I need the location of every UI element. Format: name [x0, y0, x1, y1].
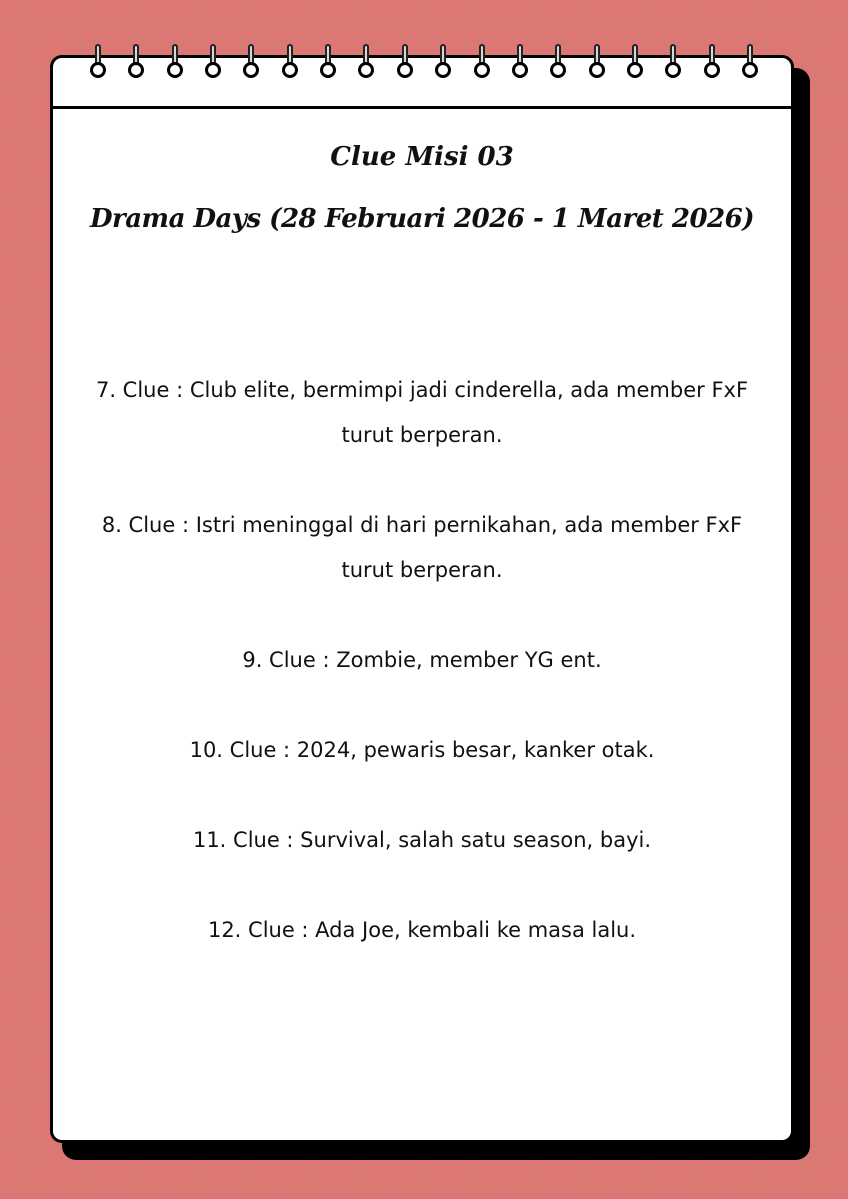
- clue-item-8: 8. Clue : Istri meninggal di hari pernikahan, ada member FxF turut berperan.: [101, 513, 743, 582]
- clue-item-7: 7. Clue : Club elite, bermimpi jadi cinderella, ada member FxF turut berperan.: [95, 378, 749, 447]
- spiral-ring: [512, 44, 528, 80]
- spiral-ring: [550, 44, 566, 80]
- ring-hole: [358, 62, 374, 78]
- ring-hole: [320, 62, 336, 78]
- spiral-ring: [742, 44, 758, 80]
- binding-line: [53, 106, 791, 109]
- clue-list: [93, 368, 751, 998]
- clue-item-9: 9. Clue : Zombie, member YG ent.: [242, 648, 602, 672]
- spiral-ring: [665, 44, 681, 80]
- clue-item-11: 11. Clue : Survival, salah satu season, bayi.: [192, 828, 652, 852]
- ring-hole: [665, 62, 681, 78]
- spiral-ring: [320, 44, 336, 80]
- clue-item-12: 12. Clue : Ada Joe, kembali ke masa lalu.: [207, 918, 637, 942]
- spiral-ring: [205, 44, 221, 80]
- ring-hole: [128, 62, 144, 78]
- ring-hole: [435, 62, 451, 78]
- spiral-ring: [589, 44, 605, 80]
- header: [53, 140, 791, 236]
- spiral-ring: [282, 44, 298, 80]
- ring-hole: [397, 62, 413, 78]
- spiral-ring: [243, 44, 259, 80]
- clue-item-10: 10. Clue : 2024, pewaris besar, kanker otak.: [189, 738, 655, 762]
- ring-hole: [243, 62, 259, 78]
- spiral-ring: [167, 44, 183, 80]
- ring-hole: [205, 62, 221, 78]
- page-title: Clue Misi 03: [330, 142, 514, 172]
- ring-hole: [282, 62, 298, 78]
- ring-hole: [474, 62, 490, 78]
- spiral-ring: [474, 44, 490, 80]
- ring-hole: [742, 62, 758, 78]
- spiral-ring: [627, 44, 643, 80]
- ring-hole: [704, 62, 720, 78]
- notebook-page: [50, 55, 794, 1143]
- ring-hole: [90, 62, 106, 78]
- ring-hole: [512, 62, 528, 78]
- ring-hole: [627, 62, 643, 78]
- spiral-ring: [397, 44, 413, 80]
- spiral-ring: [435, 44, 451, 80]
- spiral-ring: [358, 44, 374, 80]
- spiral-ring: [128, 44, 144, 80]
- spiral-ring: [90, 44, 106, 80]
- ring-hole: [167, 62, 183, 78]
- ring-hole: [589, 62, 605, 78]
- page-subtitle: Drama Days (28 Februari 2026 - 1 Maret 2026): [89, 204, 755, 234]
- spiral-ring: [704, 44, 720, 80]
- ring-hole: [550, 62, 566, 78]
